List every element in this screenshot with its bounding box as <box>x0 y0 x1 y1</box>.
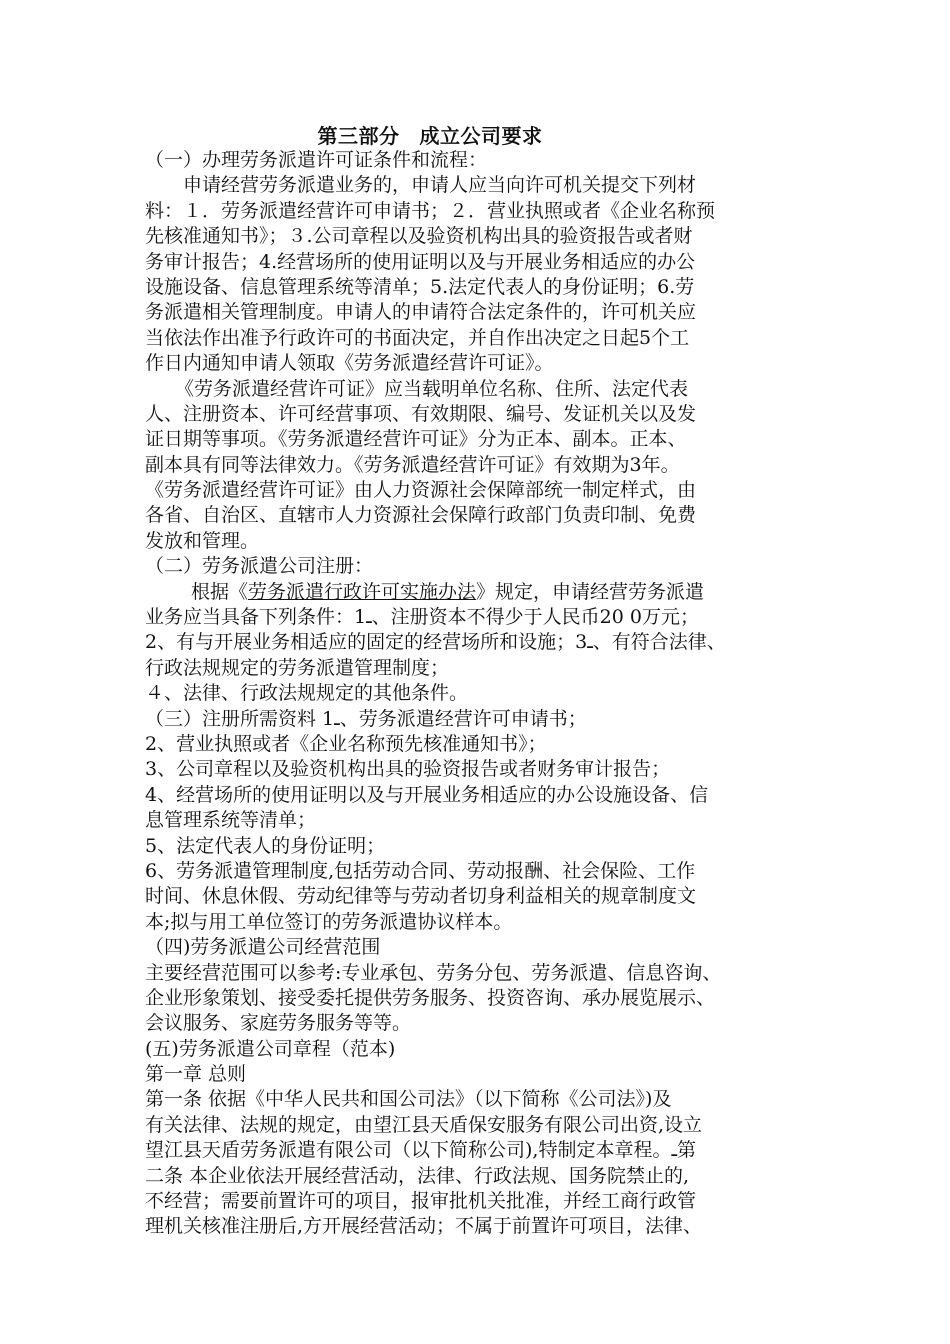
text-line: 当依法作出准予行政许可的书面决定，并自作出决定之日起5个工 <box>145 326 690 349</box>
text-line: （二）劳务派遣公司注册： <box>145 555 374 578</box>
text-line-with-link <box>145 580 835 605</box>
text-fragment: 》 <box>476 580 496 603</box>
text-line: 证日期等事项。《劳务派遣经营许可证》分为正本、副本。正本、 <box>145 428 687 451</box>
text-line: 息管理系统等清单； <box>145 809 317 832</box>
text-line: ４、法律、行政法规规定的其他条件。 <box>145 682 469 705</box>
text-line: 料：１．劳务派遣经营许可申请书；２．营业执照或者《企业名称预 <box>145 199 716 222</box>
text-line: 本;拟与用工单位签订的劳务派遣协议样本。 <box>145 910 513 933</box>
text-line: 主要经营范围可以参考:专业承包、劳务分包、劳务派遣、信息咨询、 <box>145 961 722 984</box>
document-body <box>145 148 835 1240</box>
text-line: 《劳务派遣经营许可证》应当载明单位名称、住所、法定代表 <box>175 377 689 400</box>
text-fragment: 规定，申请经营劳务派遣 <box>495 580 705 603</box>
text-line: (五)劳务派遣公司章程（范本) <box>145 1037 396 1060</box>
text-line: 二条 本企业依法开展经营活动，法律、行政法规、国务院禁止的, <box>145 1164 690 1187</box>
text-line: 《劳务派遣经营许可证》由人力资源社会保障部统一制定样式，由 <box>145 479 697 502</box>
text-line: 行政法规规定的劳务派遣管理制度； <box>145 656 450 679</box>
text-line: 发放和管理。 <box>145 529 260 552</box>
text-line: （四)劳务派遣公司经营范围 <box>145 936 381 959</box>
text-line: （一）办理劳务派遣许可证条件和流程： <box>145 149 488 171</box>
text-line: 会议服务、家庭劳务服务等等。 <box>145 1012 412 1035</box>
text-line: 副本具有同等法律效力。《劳务派遣经营许可证》有效期为3年。 <box>145 453 680 476</box>
title-part: 第三部分 <box>317 124 400 148</box>
text-line: 申请经营劳务派遣业务的，申请人应当向许可机关提交下列材 <box>183 174 697 197</box>
text-line: 理机关核准注册后,方开展经营活动；不属于前置许可项目，法律、 <box>145 1215 703 1238</box>
text-line: 2、营业执照或者《企业名称预先核准通知书》； <box>145 732 547 755</box>
text-line: 业务应当具备下列条件：1ـ、注册资本不得少于人民币20 0万元； <box>145 606 699 629</box>
regulation-link[interactable]: 劳务派遣行政许可实施办法 <box>248 580 477 603</box>
text-line: 第一条 依据《中华人民共和国公司法》（以下简称《公司法》)及 <box>145 1088 672 1111</box>
text-line: 望江县天盾劳务派遣有限公司（以下简称公司),特制定本章程。ـ第 <box>145 1139 697 1162</box>
text-line: 时间、休息休假、劳动纪律等与劳动者切身利益相关的规章制度文 <box>145 885 697 908</box>
text-line: 先核准通知书》；３.公司章程以及验资机构出具的验资报告或者财 <box>145 225 693 248</box>
text-line: 5、法定代表人的身份证明； <box>145 834 386 857</box>
text-line: 设施设备、信息管理系统等清单；5.法定代表人的身份证明；6.劳 <box>145 275 695 298</box>
text-line: 6、劳务派遣管理制度,包括劳动合同、劳动报酬、社会保险、工作 <box>145 859 696 882</box>
text-line: 人、注册资本、许可经营事项、有效期限、编号、发证机关以及发 <box>145 402 697 425</box>
title-name: 成立公司要求 <box>419 124 543 148</box>
text-line: 企业形象策划、接受委托提供劳务服务、投资咨询、承办展览展示、 <box>145 986 716 1009</box>
text-line: （三）注册所需资料 1ـ、劳务派遣经营许可申请书； <box>145 707 587 730</box>
text-line: 作日内通知申请人领取《劳务派遣经营许可证》。 <box>145 352 554 375</box>
text-line: 3、公司章程以及验资机构出具的验资报告或者财务审计报告； <box>145 758 671 781</box>
text-line: 务审计报告；4.经营场所的使用证明以及与开展业务相适应的办公 <box>145 250 696 273</box>
text-fragment: 根据《 <box>191 580 249 603</box>
text-line: 2、有与开展业务相适应的固定的经营场所和设施；3ـ、有符合法律、 <box>145 631 726 654</box>
text-line: 4、经营场所的使用证明以及与开展业务相适应的办公设施设备、信 <box>145 783 709 806</box>
text-line: 第一章 总则 <box>145 1063 247 1086</box>
text-line: 有关法律、法规的规定，由望江县天盾保安服务有限公司出资,设立 <box>145 1113 703 1136</box>
text-line: 各省、自治区、直辖市人力资源社会保障行政部门负责印制、免费 <box>145 504 697 527</box>
text-line: 不经营；需要前置许可的项目，报审批机关批准，并经工商行政管 <box>145 1190 697 1213</box>
text-line: 务派遣相关管理制度。申请人的申请符合法定条件的，许可机关应 <box>145 301 697 324</box>
page-title <box>0 120 860 149</box>
